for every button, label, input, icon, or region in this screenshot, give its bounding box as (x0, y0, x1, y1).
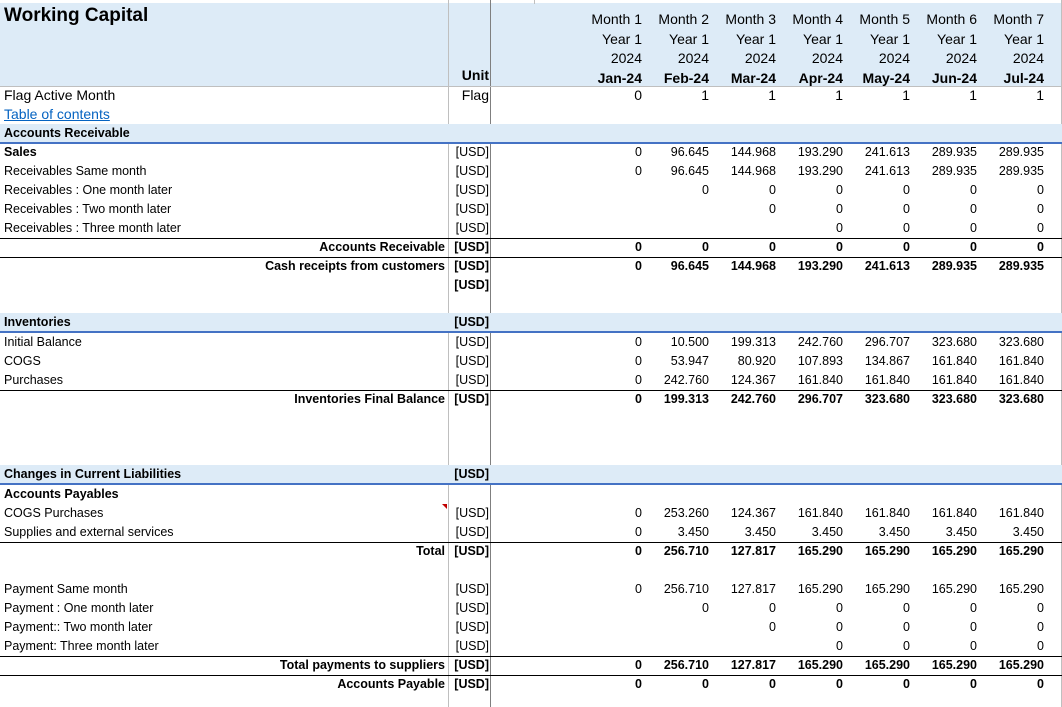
cell-value[interactable]: 165.290 (864, 544, 910, 558)
cell-value[interactable]: 0 (903, 240, 910, 254)
cell-value[interactable]: 127.817 (730, 544, 776, 558)
cell-value[interactable]: 165.290 (797, 544, 843, 558)
cell-value[interactable]: 0 (635, 373, 642, 387)
month-header-5-m: Month 5 (859, 11, 910, 27)
cell-value[interactable]: 0 (635, 392, 642, 406)
cell-value[interactable]: 323.680 (931, 335, 977, 349)
cell-value[interactable]: 96.645 (670, 145, 709, 159)
cell-value[interactable]: 256.710 (663, 544, 709, 558)
cell-value[interactable]: 80.920 (737, 354, 776, 368)
cell-value[interactable]: 1 (902, 87, 910, 103)
cell-value[interactable]: 96.645 (670, 164, 709, 178)
cell-value[interactable]: 161.840 (998, 506, 1044, 520)
cell-value[interactable]: 289.935 (931, 164, 977, 178)
month-header-6-d: Jun-24 (931, 69, 977, 86)
row-unit: [USD] (455, 582, 489, 596)
cell-value[interactable]: 0 (970, 639, 977, 653)
row-unit: [USD] (455, 202, 489, 216)
cell-value[interactable]: 165.290 (931, 658, 977, 672)
cell-value[interactable]: 289.935 (931, 259, 977, 273)
month-header-3-y: Year 1 (736, 30, 776, 47)
month-header-7-d: Jul-24 (1003, 69, 1044, 86)
cell-value[interactable]: 193.290 (797, 259, 843, 273)
cell-value[interactable]: 241.613 (864, 259, 910, 273)
cell-value[interactable]: 96.645 (670, 259, 709, 273)
cell-value[interactable]: 0 (903, 620, 910, 634)
row-label: Receivables Same month (4, 164, 147, 178)
row-unit: [USD] (455, 164, 489, 178)
cell-value[interactable]: 0 (635, 544, 642, 558)
row-unit: [USD] (454, 278, 489, 292)
cell-value[interactable]: 0 (836, 221, 843, 235)
row-unit: [USD] (455, 601, 489, 615)
cell-value[interactable]: 165.290 (931, 582, 977, 596)
row-label: Payment Same month (4, 582, 128, 596)
cell-value[interactable]: 253.260 (663, 506, 709, 520)
row-label: Supplies and external services (4, 525, 174, 539)
row-label: COGS (4, 354, 41, 368)
row-label: Receivables : One month later (4, 183, 173, 197)
month-header-7-yr: 2024 (1012, 50, 1044, 66)
cell-value[interactable]: 199.313 (730, 335, 776, 349)
row-label: Initial Balance (4, 335, 82, 349)
cell-value[interactable]: 0 (836, 601, 843, 615)
cell-value[interactable]: 0 (635, 164, 642, 178)
cell-value[interactable]: 323.680 (864, 392, 910, 406)
cell-value[interactable]: 199.313 (663, 392, 709, 406)
row-label: Receivables : Two month later (4, 202, 172, 216)
cell-value[interactable]: 0 (903, 221, 910, 235)
cell-value[interactable]: 0 (769, 202, 776, 216)
cell-value[interactable]: 0 (635, 525, 642, 539)
row-unit: [USD] (454, 259, 489, 273)
unit-header: Unit (461, 67, 489, 83)
month-header-1-m: Month 1 (591, 11, 642, 27)
cell-value[interactable]: 165.290 (797, 582, 843, 596)
cell-value[interactable]: 289.935 (998, 145, 1044, 159)
month-header-3-yr: 2024 (744, 50, 776, 66)
row-unit: [USD] (454, 392, 489, 406)
cell-value[interactable]: 165.290 (864, 582, 910, 596)
cell-value[interactable]: 144.968 (730, 145, 776, 159)
row-unit: [USD] (455, 506, 489, 520)
cell-value[interactable]: 0 (903, 183, 910, 197)
cell-value[interactable]: 127.817 (730, 658, 776, 672)
cell-value[interactable]: 289.935 (998, 259, 1044, 273)
month-header-5-yr: 2024 (878, 50, 910, 66)
cell-value[interactable]: 193.290 (797, 145, 843, 159)
cell-value[interactable]: 134.867 (864, 354, 910, 368)
month-header-4-y: Year 1 (803, 30, 843, 47)
section-band (0, 124, 1062, 142)
cell-value[interactable]: 0 (769, 183, 776, 197)
cell-value[interactable]: 0 (635, 677, 642, 691)
row-label: Payment: Three month later (4, 639, 159, 653)
cell-value[interactable]: 0 (635, 335, 642, 349)
cell-value[interactable]: 0 (635, 145, 642, 159)
month-header-6-m: Month 6 (926, 11, 977, 27)
month-header-6-y: Year 1 (937, 30, 977, 47)
cell-value[interactable]: 296.707 (797, 392, 843, 406)
cell-value[interactable]: 127.817 (730, 582, 776, 596)
grid-line (534, 0, 535, 4)
cell-value[interactable]: 0 (702, 240, 709, 254)
month-header-4-d: Apr-24 (798, 69, 843, 86)
month-header-7-m: Month 7 (993, 11, 1044, 27)
cell-value[interactable]: 256.710 (663, 658, 709, 672)
cell-value[interactable]: 165.290 (797, 658, 843, 672)
cell-value[interactable]: 0 (635, 240, 642, 254)
month-header-5-d: May-24 (862, 69, 910, 86)
month-header-6-yr: 2024 (945, 50, 977, 66)
cell-value[interactable]: 289.935 (998, 164, 1044, 178)
cell-value[interactable]: 3.450 (677, 525, 709, 539)
row-unit: [USD] (455, 525, 489, 539)
row-label: Receivables : Three month later (4, 221, 181, 235)
cell-value[interactable]: 0 (635, 582, 642, 596)
cell-value[interactable]: 296.707 (864, 335, 910, 349)
row-unit: [USD] (454, 315, 489, 329)
row-label: Total (416, 544, 445, 558)
row-label: COGS Purchases (4, 506, 104, 520)
cell-value[interactable]: 0 (769, 240, 776, 254)
row-unit: [USD] (455, 221, 489, 235)
cell-value[interactable]: 0 (702, 601, 709, 615)
row-label: Inventories Final Balance (294, 392, 445, 406)
row-unit: [USD] (454, 658, 489, 672)
cell-value[interactable]: 3.450 (945, 525, 977, 539)
cell-value[interactable]: 0 (769, 677, 776, 691)
cell-value[interactable]: 242.760 (663, 373, 709, 387)
cell-value[interactable]: 144.968 (730, 259, 776, 273)
cell-value[interactable]: 1 (701, 87, 709, 103)
comment-indicator-icon (442, 504, 447, 509)
row-label: Sales (4, 145, 37, 159)
grid-line (448, 0, 449, 707)
cell-value[interactable]: 242.760 (797, 335, 843, 349)
month-header-4-yr: 2024 (811, 50, 843, 66)
month-header-1-d: Jan-24 (597, 69, 642, 86)
cell-value[interactable]: 193.290 (797, 164, 843, 178)
row-unit: [USD] (455, 373, 489, 387)
cell-value[interactable]: 0 (970, 620, 977, 634)
cell-value[interactable]: 0 (702, 183, 709, 197)
cell-value[interactable]: 3.450 (878, 525, 910, 539)
cell-value[interactable]: 0 (1037, 183, 1044, 197)
cell-value[interactable]: 3.450 (811, 525, 843, 539)
cell-value[interactable]: 161.840 (931, 373, 977, 387)
month-header-2-m: Month 2 (658, 11, 709, 27)
cell-value[interactable]: 0 (836, 202, 843, 216)
cell-value[interactable]: 10.500 (670, 335, 709, 349)
cell-value[interactable]: 0 (970, 677, 977, 691)
row-unit: [USD] (455, 354, 489, 368)
cell-value[interactable]: 165.290 (998, 582, 1044, 596)
row-label: Cash receipts from customers (265, 259, 445, 273)
grid-line (490, 0, 491, 707)
cell-value[interactable]: 0 (1037, 639, 1044, 653)
cell-value[interactable]: 165.290 (998, 544, 1044, 558)
cell-value[interactable]: 0 (836, 183, 843, 197)
cell-value[interactable]: 161.840 (864, 373, 910, 387)
cell-value[interactable]: 1 (1036, 87, 1044, 103)
cell-value[interactable]: 161.840 (797, 373, 843, 387)
cell-value[interactable]: 1 (768, 87, 776, 103)
cell-value[interactable]: 144.968 (730, 164, 776, 178)
row-unit: [USD] (455, 639, 489, 653)
cell-value[interactable]: 161.840 (998, 354, 1044, 368)
month-header-3-m: Month 3 (725, 11, 776, 27)
month-header-2-d: Feb-24 (663, 69, 709, 86)
cell-value[interactable]: 0 (1037, 202, 1044, 216)
cell-value[interactable]: 0 (836, 677, 843, 691)
cell-value[interactable]: 0 (634, 87, 642, 103)
cell-value[interactable]: 53.947 (670, 354, 709, 368)
cell-value[interactable]: 242.760 (730, 392, 776, 406)
cell-value[interactable]: 0 (769, 620, 776, 634)
cell-value[interactable]: 0 (970, 240, 977, 254)
cell-value[interactable]: 0 (970, 601, 977, 615)
cell-value[interactable]: 289.935 (931, 145, 977, 159)
cell-value[interactable]: 0 (635, 354, 642, 368)
row-label: Accounts Receivable (319, 240, 445, 254)
cell-value[interactable]: 165.290 (931, 544, 977, 558)
cell-value[interactable]: 0 (702, 677, 709, 691)
month-header-1-y: Year 1 (602, 30, 642, 47)
row-unit: [USD] (455, 620, 489, 634)
row-unit: [USD] (454, 240, 489, 254)
row-label: Payment : One month later (4, 601, 154, 615)
cell-value[interactable]: 0 (836, 620, 843, 634)
cell-value[interactable]: 323.680 (998, 392, 1044, 406)
cell-value[interactable]: 0 (836, 639, 843, 653)
cell-value[interactable]: 323.680 (931, 392, 977, 406)
cell-value[interactable]: 161.840 (864, 506, 910, 520)
row-unit: [USD] (454, 544, 489, 558)
row-unit: [USD] (455, 183, 489, 197)
row-label: Payment:: Two month later (4, 620, 153, 634)
row-unit: [USD] (454, 677, 489, 691)
cell-value[interactable]: 0 (635, 259, 642, 273)
cell-value[interactable]: 0 (769, 601, 776, 615)
row-unit: [USD] (455, 335, 489, 349)
cell-value[interactable]: 124.367 (730, 506, 776, 520)
month-header-5-y: Year 1 (870, 30, 910, 47)
cell-value[interactable]: 0 (903, 639, 910, 653)
row-label: Accounts Payable (337, 677, 445, 691)
cell-value[interactable]: 0 (635, 658, 642, 672)
cell-value[interactable]: 165.290 (864, 658, 910, 672)
cell-value[interactable]: 0 (970, 183, 977, 197)
cell-value[interactable]: 161.840 (797, 506, 843, 520)
cell-value[interactable]: 3.450 (1012, 525, 1044, 539)
cell-value[interactable]: 0 (970, 202, 977, 216)
cell-value[interactable]: 161.840 (931, 354, 977, 368)
cell-value[interactable]: 323.680 (998, 335, 1044, 349)
cell-value[interactable]: 0 (903, 601, 910, 615)
cell-value[interactable]: 1 (969, 87, 977, 103)
cell-value[interactable]: 3.450 (744, 525, 776, 539)
row-label: Accounts Payables (4, 487, 119, 501)
row-label: Inventories (4, 315, 71, 329)
row-unit: [USD] (455, 145, 489, 159)
month-header-1-yr: 2024 (610, 50, 642, 66)
cell-value[interactable]: 0 (1037, 677, 1044, 691)
cell-value[interactable]: 0 (1037, 620, 1044, 634)
month-header-2-y: Year 1 (669, 30, 709, 47)
cell-value[interactable]: 161.840 (931, 506, 977, 520)
month-header-3-d: Mar-24 (730, 69, 776, 86)
cell-value[interactable]: 0 (903, 677, 910, 691)
cell-value[interactable]: 107.893 (797, 354, 843, 368)
row-label: Total payments to suppliers (279, 658, 445, 672)
cell-value[interactable]: 0 (903, 202, 910, 216)
month-header-7-y: Year 1 (1004, 30, 1044, 47)
cell-value[interactable]: 0 (1037, 601, 1044, 615)
row-label: Flag Active Month (4, 87, 116, 103)
row-unit: [USD] (454, 467, 489, 481)
cell-value[interactable]: 0 (635, 506, 642, 520)
cell-value[interactable]: 256.710 (663, 582, 709, 596)
section-band (0, 313, 1062, 331)
row-label: Accounts Receivable (4, 126, 130, 140)
cell-value[interactable]: 0 (1037, 221, 1044, 235)
cell-value[interactable]: 0 (970, 221, 977, 235)
cell-value[interactable]: 161.840 (998, 373, 1044, 387)
cell-value[interactable]: 0 (1037, 240, 1044, 254)
cell-value[interactable]: 241.613 (864, 145, 910, 159)
cell-value[interactable]: 165.290 (998, 658, 1044, 672)
sheet-title: Working Capital (4, 5, 149, 26)
cell-value[interactable]: 241.613 (864, 164, 910, 178)
month-header-2-yr: 2024 (677, 50, 709, 66)
cell-value[interactable]: 1 (835, 87, 843, 103)
row-label: Changes in Current Liabilities (4, 467, 182, 481)
cell-value[interactable]: 124.367 (730, 373, 776, 387)
row-label: Purchases (4, 373, 64, 387)
month-header-4-m: Month 4 (792, 11, 843, 27)
row-unit: Flag (461, 87, 489, 103)
cell-value[interactable]: 0 (836, 240, 843, 254)
table-of-contents-link[interactable]: Table of contents (4, 106, 110, 122)
